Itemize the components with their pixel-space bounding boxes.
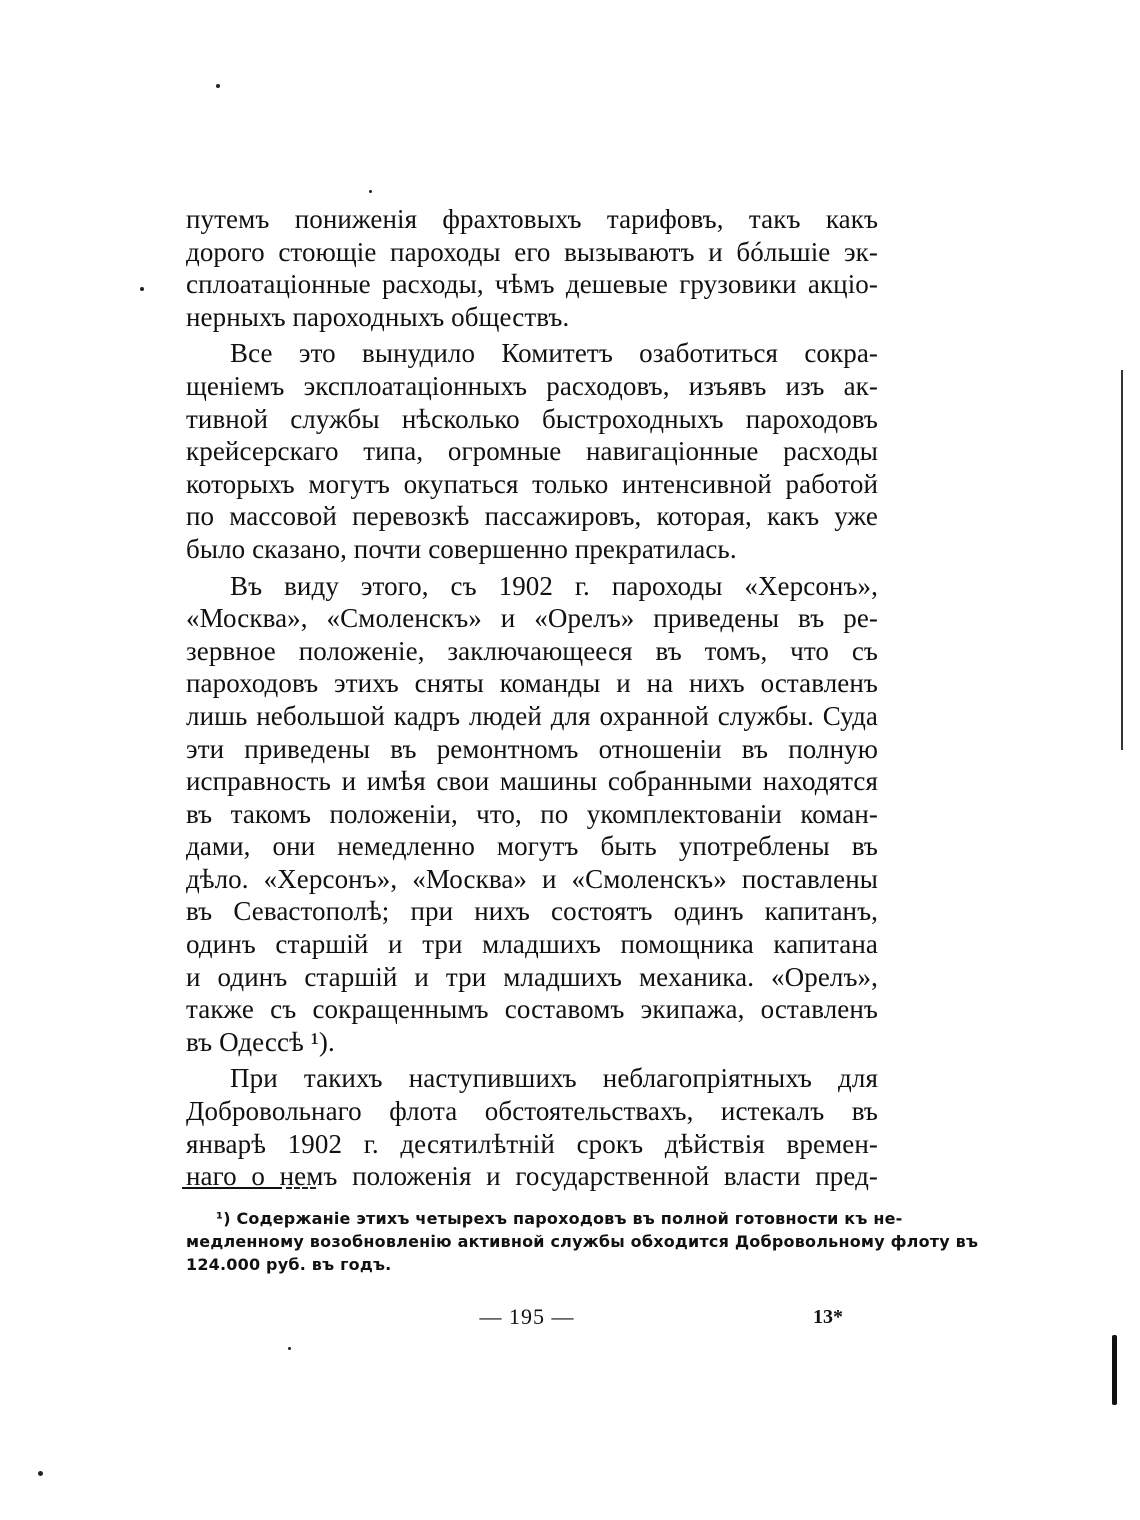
text-line: нерныхъ пароходныхъ обществъ. [186,301,570,332]
paragraph-3 [186,570,878,1059]
text-line: исправность и имѣя свои машины собранными находятся [186,766,878,797]
paragraph-4 [186,1062,878,1192]
scan-speck [288,1347,291,1350]
text-line: въ Одессѣ ¹). [186,1026,335,1057]
text-line: дѣло. «Херсонъ», «Москва» и «Смоленскъ» поставлены [186,863,878,894]
text-line: одинъ старшій и три младшихъ помощника капитана [186,929,878,960]
footnote-line: 124.000 руб. въ годъ. [186,1255,392,1274]
scan-speck [369,190,372,193]
body-text [186,203,878,1197]
text-line: зервное положеніе, заключающееся въ томъ, что съ [186,635,878,666]
footnote-line: медленному возобновленію активной службы обходится Добровольному флоту въ [186,1232,979,1251]
scan-edge-mark [1121,370,1123,750]
scan-speck [216,84,220,88]
text-line: Въ виду этого, съ 1902 г. пароходы «Херсонъ», [230,570,878,601]
text-line: путемъ пониженія фрахтовыхъ тарифовъ, такъ какъ [186,204,878,234]
footnote-divider [182,1187,282,1189]
scan-speck [140,287,144,291]
text-line: Добровольнаго флота обстоятельствахъ, истекалъ въ [186,1096,878,1127]
paragraph-2 [186,337,878,565]
text-line: январѣ 1902 г. десятилѣтній срокъ дѣйствія времен- [186,1128,878,1159]
text-line: и одинъ старшій и три младшихъ механика. «Орелъ», [186,961,878,992]
text-line: которыхъ могутъ окупаться только интенсивной работой [186,468,878,499]
text-line: пароходовъ этихъ сняты команды и на нихъ оставленъ [186,668,878,699]
signature-mark: 13* [813,1306,843,1328]
text-line: по массовой перевозкѣ пассажировъ, которая, какъ уже [186,501,878,532]
text-line: въ такомъ положеніи, что, по укомплектованіи коман- [186,798,878,829]
text-line: дами, они немедленно могутъ быть употреблены въ [186,831,878,862]
text-line: было сказано, почти совершенно прекратилась. [186,533,737,564]
text-line: также съ сокращеннымъ составомъ экипажа, оставленъ [186,994,878,1025]
text-line: щеніемъ эксплоатаціонныхъ расходовъ, изъявъ изъ ак- [186,370,878,401]
paragraph-1 [186,203,878,333]
scan-edge-mark [1112,1335,1117,1405]
text-line: наго о немъ положенія и государственной власти пред- [186,1161,878,1192]
text-line: дорого стоющіе пароходы его вызываютъ и бóльшіе эк- [186,236,878,267]
page-number: — 195 — [479,1304,575,1329]
footnote [186,1207,979,1276]
footnote-divider-tail [286,1187,316,1189]
text-line: «Москва», «Смоленскъ» и «Орелъ» приведены въ ре- [186,603,878,634]
text-line: сплоатаціонные расходы, чѣмъ дешевые грузовики акціо- [186,269,878,300]
text-line: Все это вынудило Комитетъ озаботиться сокра- [230,338,878,369]
text-line: эти приведены въ ремонтномъ отношеніи въ полную [186,733,878,764]
text-line: тивной службы нѣсколько быстроходныхъ пароходовъ [186,403,878,434]
scan-speck [38,1471,43,1476]
text-line: въ Севастополѣ; при нихъ состоятъ одинъ капитанъ, [186,896,878,927]
text-line: При такихъ наступившихъ неблагопріятныхъ для [230,1063,878,1094]
text-line: крейсерскаго типа, огромные навигаціонные расходы [186,436,878,467]
text-line: лишь небольшой кадръ людей для охранной службы. Суда [186,700,878,731]
footnote-line: ¹) Содержаніе этихъ четырехъ пароходовъ въ полной готовности къ не- [216,1209,903,1228]
